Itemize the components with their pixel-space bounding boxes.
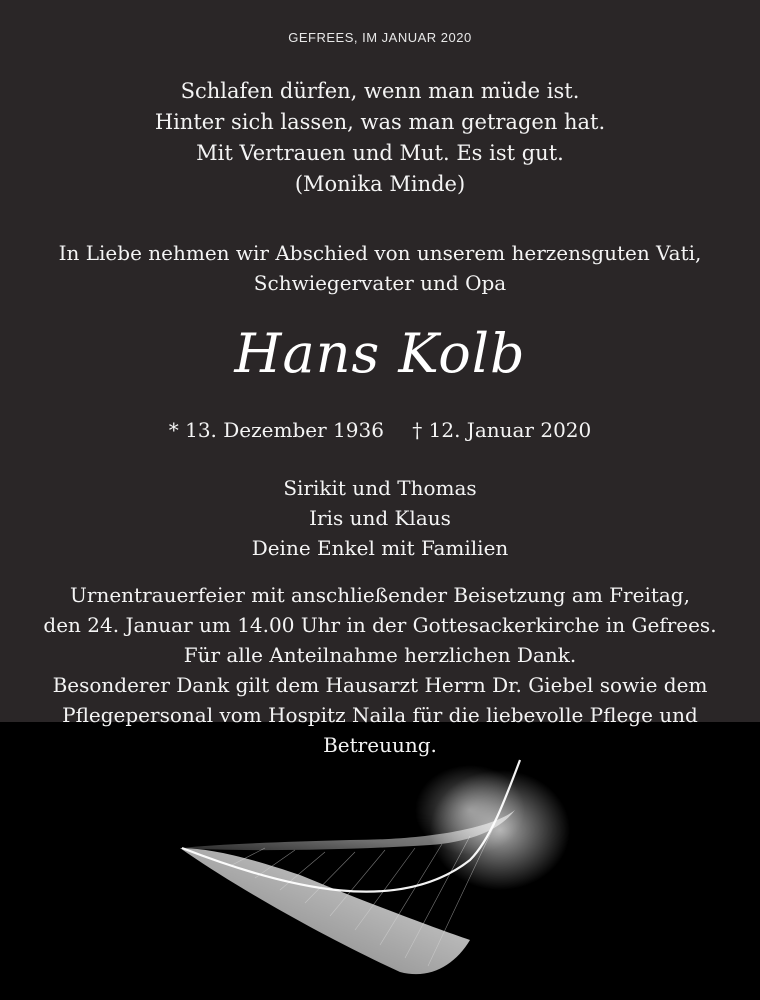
farewell-text — [0, 238, 760, 298]
service-line: Besonderer Dank gilt dem Hausarzt Herrn Dr. Giebel sowie dem — [52, 673, 708, 697]
deceased-name: Hans Kolb — [234, 322, 526, 385]
service-line: den 24. Januar um 14.00 Uhr in der Gottesackerkirche in Gefrees. — [43, 613, 717, 637]
service-line: Für alle Anteilnahme herzlichen Dank. — [183, 643, 577, 667]
mourner-line: Sirikit und Thomas — [283, 476, 477, 500]
death-date: † 12. Januar 2020 — [412, 418, 592, 442]
poem-line: Schlafen dürfen, wenn man müde ist. — [180, 79, 580, 103]
birth-date: * 13. Dezember 1936 — [168, 418, 384, 442]
poem-line: Hinter sich lassen, was man getragen hat. — [154, 110, 606, 134]
poem-line: Mit Vertrauen und Mut. Es ist gut. — [196, 141, 564, 165]
poem-author: (Monika Minde) — [294, 172, 466, 196]
service-line: Pflegepersonal vom Hospitz Naila für die liebevolle Pflege und — [62, 703, 698, 727]
mourners-list — [0, 473, 760, 563]
farewell-line: Schwiegervater und Opa — [253, 271, 507, 295]
mourner-line: Deine Enkel mit Familien — [251, 536, 509, 560]
farewell-line: In Liebe nehmen wir Abschied von unserem herzensguten Vati, — [58, 241, 702, 265]
service-line: Urnentrauerfeier mit anschließender Beisetzung am Freitag, — [70, 583, 690, 607]
service-information — [0, 580, 760, 760]
service-line: Betreuung. — [323, 733, 437, 757]
life-dates — [0, 418, 760, 442]
place-date: GEFREES, IM JANUAR 2020 — [288, 30, 472, 45]
mourner-line: Iris und Klaus — [309, 506, 451, 530]
poem — [0, 76, 760, 200]
feather-icon — [170, 740, 590, 990]
